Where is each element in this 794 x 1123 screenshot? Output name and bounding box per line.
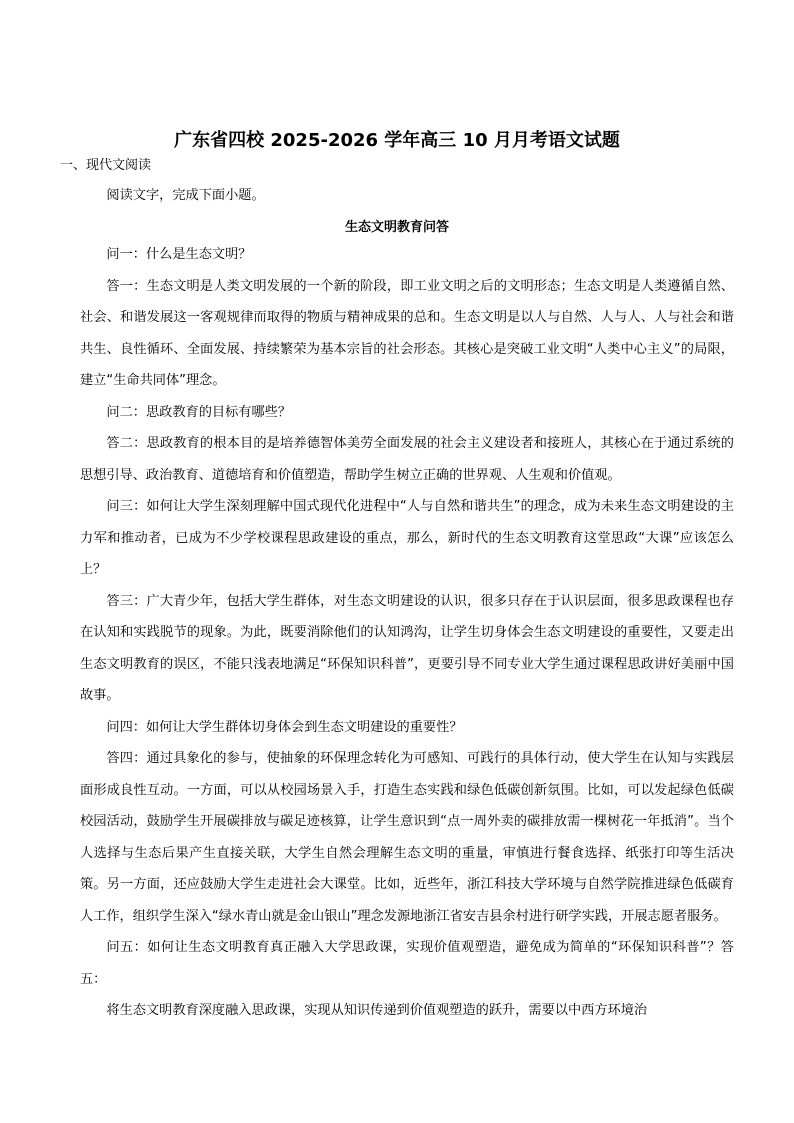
section-heading: 一、现代文阅读 (60, 158, 152, 173)
page-title: 广东省四校 2025-2026 学年高三 10 月月考语文试题 (174, 130, 620, 151)
intro-text (106, 180, 734, 212)
answer-4: 答四：通过具象化的参与，使抽象的环保理念转化为可感知、可践行的具体行动，使大学生在认知与实践层面形成良性互动。一方面，可以从校园场景入手，打造生态实践和绿色低碳创新氛围。比如，可以发起绿色低碳校园活动，鼓励学生开展碳排放与碳足迹核算，让学生意识到“点一周外卖的碳排放需一棵树花一年抵消”。当个人选择与生态后果产生直接关联，大学生自然会理解生态文明的重量，审慎进行餐食选择、纸张打印等生活决策。另一方面，还应鼓励大学生走进社会大课堂。比如，近些年，浙江科技大学环境与自然学院推进绿色低碳育人工作，组织学生深入“绿水青山就是金山银山”理念发源地浙江省安吉县余村进行研学实践，开展志愿者服务。 (80, 751, 734, 924)
answer-5: 将生态文明教育深度融入思政课，实现从知识传递到价值观塑造的跃升，需要以中西方环境治 (106, 1003, 648, 1018)
question-1: 问一：什么是生态文明？ (106, 247, 252, 262)
answer-2: 答二：思政教育的根本目的是培养德智体美劳全面发展的社会主义建设者和接班人，其核心在于通过系统的思想引导、政治教育、道德培育和价值塑造，帮助学生树立正确的世界观、人生观和价值观。 (80, 436, 734, 483)
answer-3: 答三：广大青少年，包括大学生群体，对生态文明建设的认识，很多只存在于认识层面，很多思政课程也存在认知和实践脱节的现象。为此，既要消除他们的认知鸿沟，让学生切身体会生态文明建设的重要性，又要走出生态文明教育的误区，不能只浅表地满足“环保知识科普”，更要引导不同专业大学生通过课程思政讲好美丽中国故事。 (80, 593, 734, 703)
question-4: 问四：如何让大学生群体切身体会到生态文明建设的重要性？ (106, 719, 463, 735)
answer-1: 答一：生态文明是人类文明发展的一个新的阶段，即工业文明之后的文明形态；生态文明是人类遵循自然、社会、和谐发展这一客观规律而取得的物质与精神成果的总和。生态文明是以人与自然、人与人、人与社会和谐共生、良性循环、全面发展、持续繁荣为基本宗旨的社会形态。其核心是突破工业文明“人类中心主义”的局限，建立“生命共同体”理念。 (80, 278, 734, 388)
article-body (80, 239, 734, 1027)
question-2: 问二：思政教育的目标有哪些？ (106, 404, 292, 420)
question-5: 问五：如何让生态文明教育真正融入大学思政课，实现价值观塑造，避免成为简单的“环保知识科普”？答五： (80, 940, 734, 987)
question-3: 问三：如何让大学生深刻理解中国式现代化进程中“人与自然和谐共生”的理念，成为未来生态文明建设的主力军和推动者，已成为不少学校课程思政建设的重点，那么，新时代的生态文明教育这堂思政“大课”应该怎么上？ (80, 499, 734, 577)
article-title: 生态文明教育问答 (344, 220, 449, 235)
intro-paragraph: 阅读文字，完成下面小题。 (106, 188, 265, 203)
